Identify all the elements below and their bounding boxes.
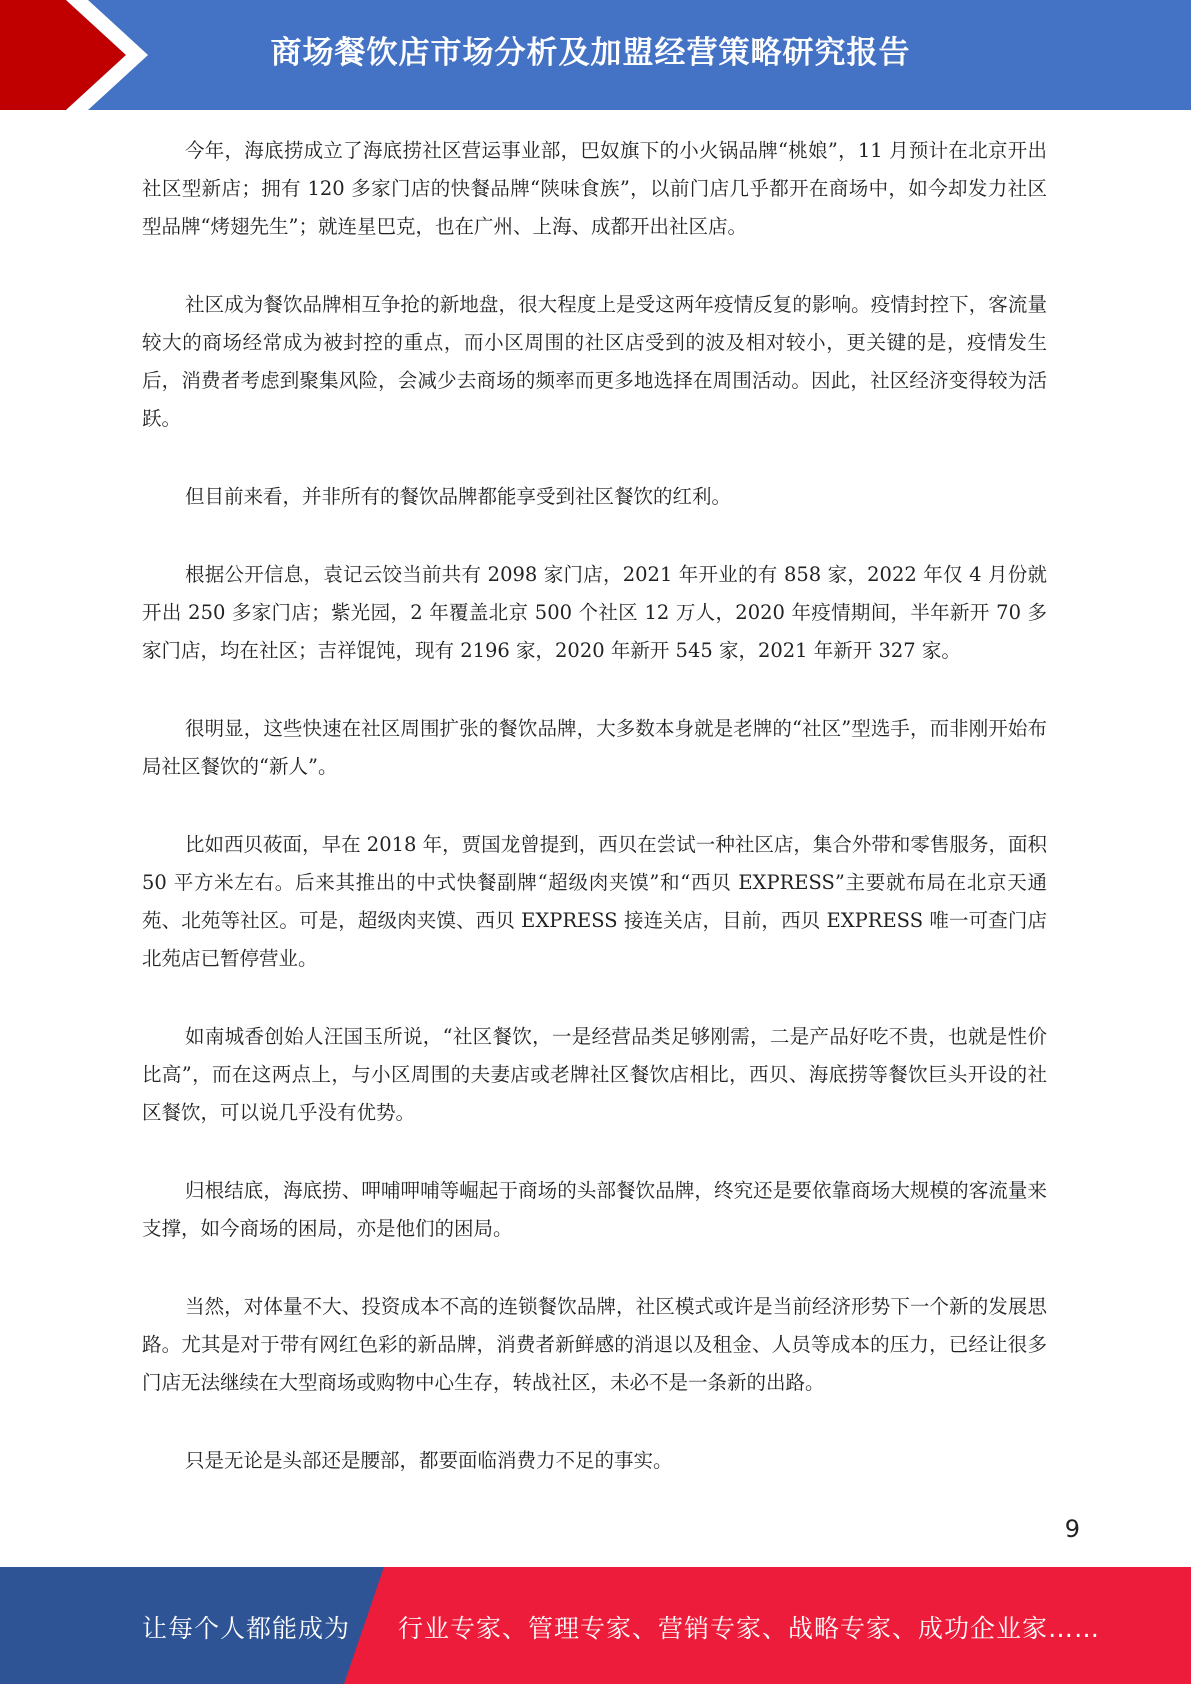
paragraph: 根据公开信息，袁记云饺当前共有 2098 家门店，2021 年开业的有 858 家，2022 年仅 4 月份就开出 250 多家门店；紫光园，2 年覆盖北京 500 个社区 12 万人，2020 年疫情期间，半年新开 70 多家门店，均在社区；吉祥馄饨，现有 2196 家，2020 年新开 545 家，2021 年新开 327 家。: [142, 563, 1047, 662]
report-title: 商场餐饮店市场分析及加盟经营策略研究报告: [270, 35, 911, 71]
paragraph: 比如西贝莜面，早在 2018 年，贾国龙曾提到，西贝在尝试一种社区店，集合外带和零售服务，面积 50 平方米左右。后来其推出的中式快餐副牌“超级肉夹馍”和“西贝 EXPRESS”主要就布局在北京天通苑、北苑等社区。可是，超级肉夹馍、西贝 EXPRESS 接连关店，目前，西贝 EXPRESS 唯一可查门店北苑店已暂停营业。: [142, 833, 1047, 970]
paragraph: 但目前来看，并非所有的餐饮品牌都能享受到社区餐饮的红利。: [185, 485, 732, 508]
paragraph: 只是无论是头部还是腰部，都要面临消费力不足的事实。: [185, 1449, 673, 1472]
paragraph: 如南城香创始人汪国玉所说，“社区餐饮，一是经营品类足够刚需，二是产品好吃不贵，也就是性价比高”，而在这两点上，与小区周围的夫妻店或老牌社区餐饮店相比，西贝、海底捞等餐饮巨头开设的社区餐饮，可以说几乎没有优势。: [142, 1025, 1047, 1124]
page-number: 9: [1064, 1515, 1080, 1543]
paragraph: 归根结底，海底捞、呷哺呷哺等崛起于商场的头部餐饮品牌，终究还是要依靠商场大规模的客流量来支撑，如今商场的困局，亦是他们的困局。: [142, 1179, 1047, 1240]
footer-slogan-right: 行业专家、管理专家、营销专家、战略专家、成功企业家……: [398, 1614, 1101, 1643]
page-header: [0, 0, 1191, 110]
chevron-arrow-icon: [0, 0, 160, 110]
footer-slogan-left: 让每个人都能成为: [142, 1614, 351, 1643]
article-body: [142, 132, 1047, 1520]
page-footer: [0, 1567, 1191, 1684]
paragraph: 今年，海底捞成立了海底捞社区营运事业部，巴奴旗下的小火锅品牌“桃娘”，11 月预计在北京开出社区型新店；拥有 120 多家门店的快餐品牌“陕味食族”，以前门店几乎都开在商场中，如今却发力社区型品牌“烤翅先生”；就连星巴克，也在广州、上海、成都开出社区店。: [142, 139, 1047, 238]
paragraph: 社区成为餐饮品牌相互争抢的新地盘，很大程度上是受这两年疫情反复的影响。疫情封控下，客流量较大的商场经常成为被封控的重点，而小区周围的社区店受到的波及相对较小，更关键的是，疫情发生后，消费者考虑到聚集风险，会减少去商场的频率而更多地选择在周围活动。因此，社区经济变得较为活跃。: [142, 293, 1047, 430]
paragraph: 很明显，这些快速在社区周围扩张的餐饮品牌，大多数本身就是老牌的“社区”型选手，而非刚开始布局社区餐饮的“新人”。: [142, 717, 1047, 778]
paragraph: 当然，对体量不大、投资成本不高的连锁餐饮品牌，社区模式或许是当前经济形势下一个新的发展思路。尤其是对于带有网红色彩的新品牌，消费者新鲜感的消退以及租金、人员等成本的压力，已经让很多门店无法继续在大型商场或购物中心生存，转战社区，未必不是一条新的出路。: [142, 1295, 1047, 1394]
